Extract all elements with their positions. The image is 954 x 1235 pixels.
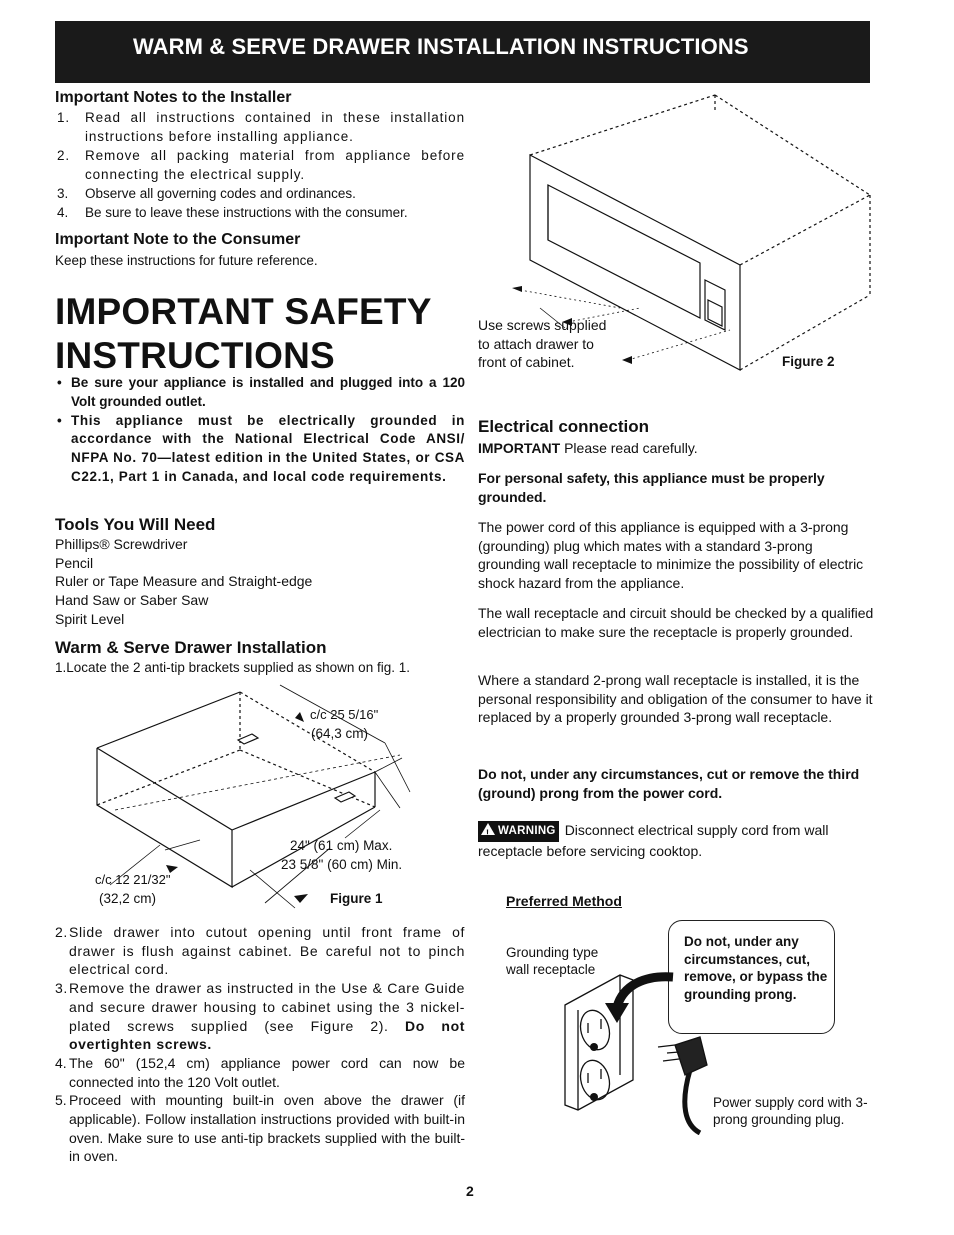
installer-notes-list (57, 108, 465, 222)
list-item: Hand Saw or Saber Saw (55, 592, 209, 609)
consumer-note-heading: Important Note to the Consumer (55, 231, 301, 248)
electrical-important: IMPORTANT Please read carefully. (478, 440, 698, 456)
figure1-dim-top: c/c 25 5/16" (310, 707, 379, 722)
safety-title: IMPORTANT SAFETY INSTRUCTIONS (55, 291, 432, 376)
figure1-dim-left-metric: (32,2 cm) (99, 891, 157, 906)
header-title: WARM & SERVE DRAWER INSTALLATION INSTRUCTIONS (133, 34, 749, 59)
figure1-dim-min: 23 5/8" (60 cm) Min. (281, 857, 403, 872)
figure1-dim-top-metric: (64,3 cm) (311, 726, 369, 741)
list-item: Phillips® Screwdriver (55, 536, 188, 552)
tools-heading: Tools You Will Need (55, 515, 216, 534)
receptacle-plug-diagram (555, 965, 735, 1135)
warning-icon (481, 823, 495, 835)
warning-badge: !WARNING (478, 821, 559, 842)
list-item: 2. Slide drawer into cutout opening until front frame of drawer is flush against cabinet. Be careful not to pinch electrical cord. (55, 924, 465, 978)
installation-step1: 1.Locate the 2 anti-tip brackets supplied as shown on fig. 1. (55, 660, 410, 675)
list-item: 4. Be sure to leave these instructions with the consumer. (57, 205, 408, 220)
receptacle-label: Grounding type wall receptacle (506, 945, 599, 977)
list-item: 2. Remove all packing material from appliance before connecting the electrical supply. (57, 148, 465, 182)
figure1-dim-max: 24" (61 cm) Max. (290, 838, 393, 853)
list-item: Ruler or Tape Measure and Straight-edge (55, 573, 313, 590)
figure2-label: Use screws supplied to attach drawer to front of cabinet. (478, 317, 607, 371)
list-item: Spirit Level (55, 610, 125, 627)
consumer-note-text: Keep these instructions for future reference. (55, 253, 318, 268)
figure1-dim-left: c/c 12 21/32" (95, 872, 171, 887)
header-bar (55, 21, 870, 83)
electrical-heading: Electrical connection (478, 417, 649, 436)
list-item: 4. The 60" (152,4 cm) appliance power cord can now be connected into the 120 Volt outlet. (55, 1054, 465, 1090)
grounding-callout: Do not, under any circumstances, cut, remove, or bypass the grounding prong. (668, 920, 835, 1034)
installer-notes-heading: Important Notes to the Installer (55, 89, 292, 106)
cord-label: Power supply cord with 3-prong grounding plug. (713, 1095, 868, 1127)
list-item: 1. Read all instructions contained in these installation instructions before installing appliance. (57, 110, 465, 144)
installation-steps (55, 923, 465, 1166)
preferred-method-title: Preferred Method (506, 893, 622, 909)
list-item: • Be sure your appliance is installed and plugged into a 120 Volt grounded outlet. (57, 375, 465, 409)
installation-heading: Warm & Serve Drawer Installation (55, 638, 327, 657)
list-item: Pencil (55, 554, 94, 571)
electrical-p3: Where a standard 2-prong wall receptacle is installed, it is the personal responsibility and obligation of the consumer to have it replaced by a properly grounded 3-prong wall receptacle. (478, 672, 873, 726)
figure1-caption: Figure 1 (330, 891, 383, 906)
list-item: 5. Proceed with mounting built-in oven above the drawer (if applicable). Follow installation instructions provided with built-in oven. Make sure to use anti-tip brackets supplied with the built-in oven. (55, 1092, 465, 1165)
figure2-caption: Figure 2 (782, 354, 835, 369)
list-item: 3. Observe all governing codes and ordinances. (57, 186, 356, 201)
electrical-p1: The power cord of this appliance is equipped with a 3-prong (grounding) plug which mates with a standard 3-prong grounding wall receptacle to minimize the possibility of electric shock hazard from the appliance. (478, 519, 864, 592)
list-item: 3. Remove the drawer as instructed in the Use & Care Guide and secure drawer housing to cabinet using the 3 nickel-plated screws supplied (see Figure 2). Do not overtighten screws. (55, 980, 465, 1053)
safety-bullets (57, 374, 465, 487)
warning-block: !WARNING Disconnect electrical supply cord from wall receptacle before servicing cooktop. (478, 821, 878, 860)
electrical-bold2: Do not, under any circumstances, cut or remove the third (ground) prong from the power cord. (478, 766, 860, 801)
electrical-p2: The wall receptacle and circuit should be checked by a qualified electrician to make sure the receptacle is properly grounded. (478, 605, 874, 640)
list-item: • This appliance must be electrically grounded in accordance with the National Electrical Code ANSI/ NFPA No. 70—latest edition in the United States, or CSA C22.1, Part 1 in Canada, and local code requirements. (57, 412, 465, 484)
tools-list (55, 535, 312, 629)
page-number: 2 (466, 1183, 474, 1199)
electrical-bold1: For personal safety, this appliance must be properly grounded. (478, 470, 825, 505)
